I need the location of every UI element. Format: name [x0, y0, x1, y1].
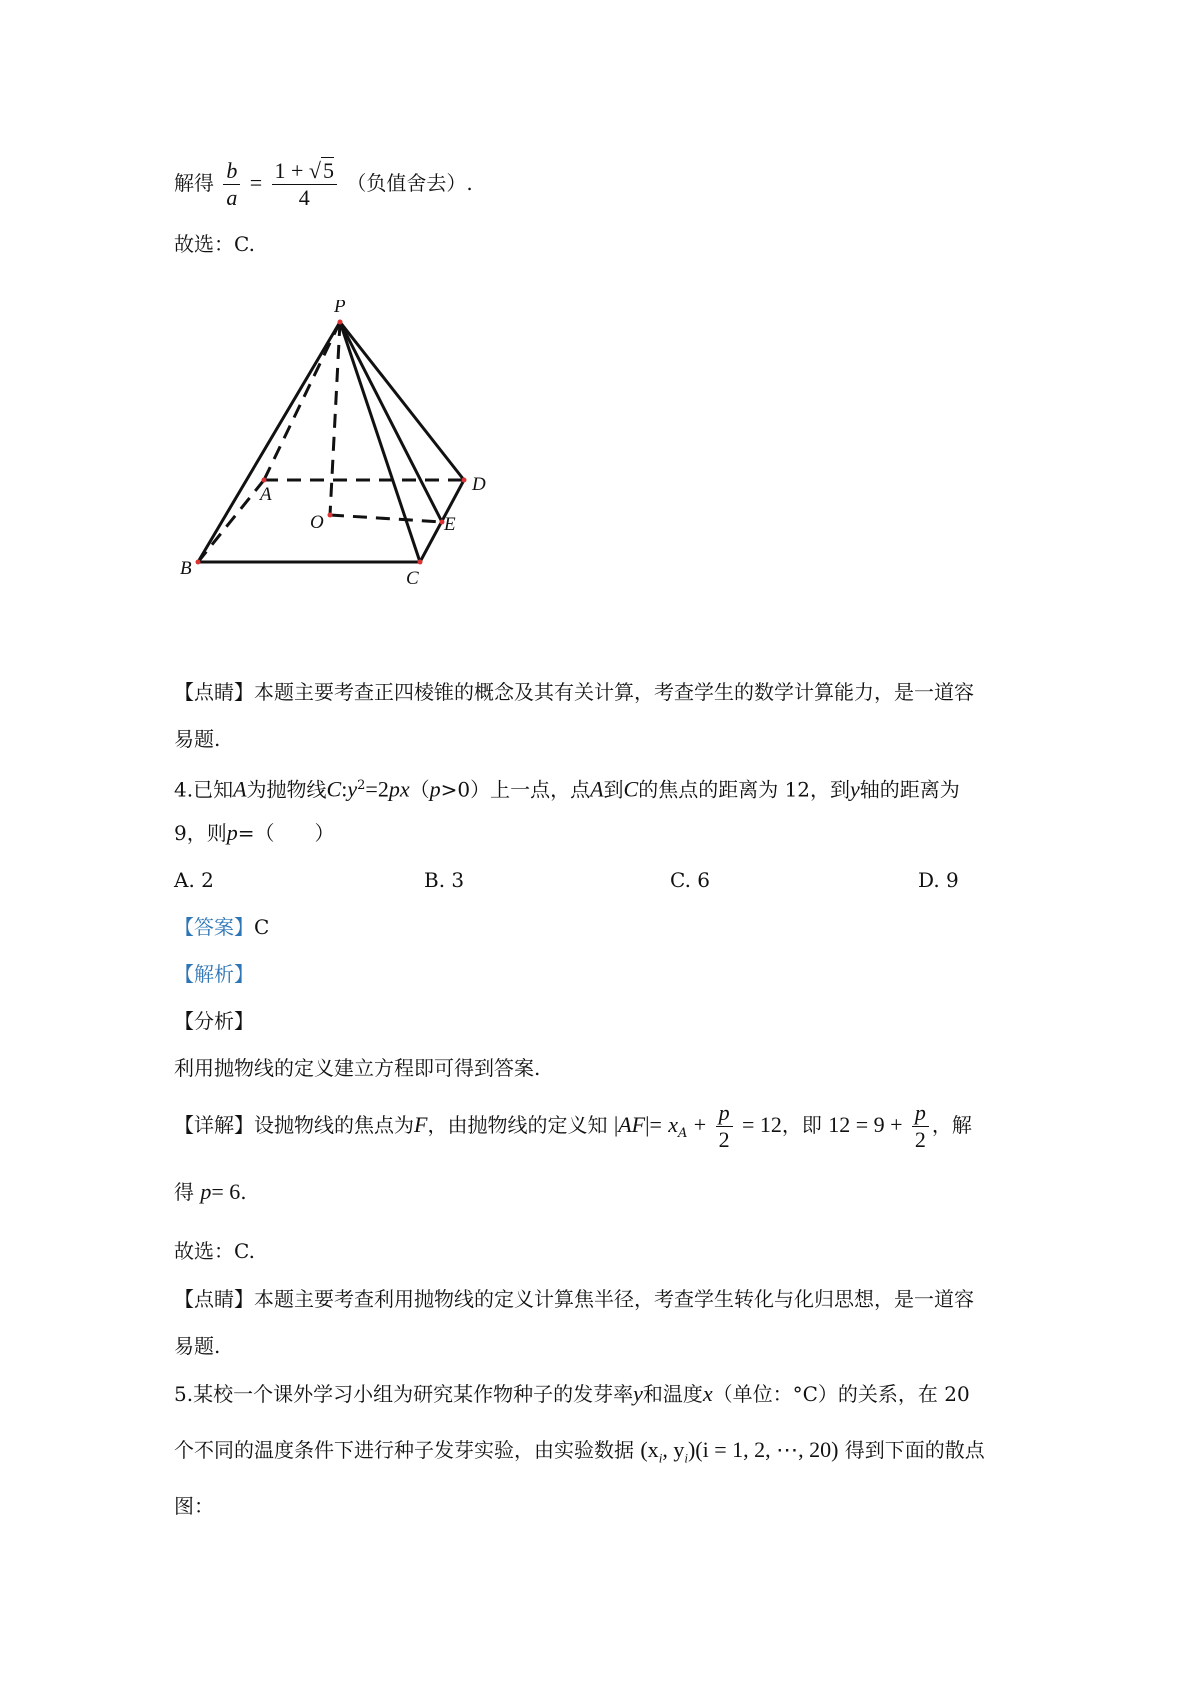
- plus-sign: +: [693, 1112, 707, 1137]
- comment-1-line-2: 易题.: [174, 727, 221, 751]
- comment-2-line-2: 易题.: [174, 1334, 221, 1358]
- solve-line: [174, 158, 473, 211]
- result-numerator: [272, 158, 338, 185]
- frac-numerator: b: [223, 158, 240, 185]
- detail-var-AF: AF: [618, 1112, 646, 1137]
- num-one: 1: [274, 158, 286, 183]
- vertex-O: [328, 513, 333, 518]
- label-E: E: [444, 514, 456, 535]
- fraction-result: [272, 158, 338, 211]
- q4-text: 9，则: [174, 821, 227, 845]
- option-b: B. 3: [424, 868, 465, 892]
- comment-tag: 【点睛】: [174, 680, 254, 704]
- answer-value: C: [254, 915, 270, 939]
- comment-text: 本题主要考查正四棱锥的概念及其有关计算，考查学生的数学计算能力，是一道容: [254, 680, 974, 704]
- question-5-line-3: 图：: [174, 1494, 214, 1518]
- question-4-line-1: [174, 772, 960, 804]
- vertex-A: [262, 478, 267, 483]
- detail-text: 设抛物线的焦点为: [254, 1113, 414, 1137]
- detail-line-1: [174, 1100, 972, 1153]
- solve-prefix: 解得: [174, 171, 214, 195]
- edge-AB-dashed: [198, 480, 264, 562]
- label-B: B: [180, 558, 192, 579]
- q5-text: （单位：°C）的关系，在 20: [712, 1382, 970, 1406]
- q4-var-y: y: [347, 776, 358, 802]
- expr-part: (x: [640, 1437, 659, 1462]
- fenxi-text: 利用抛物线的定义建立方程即可得到答案.: [174, 1056, 541, 1080]
- edge-PC: [340, 322, 420, 562]
- sqrt-value: 5: [323, 158, 334, 183]
- q4-var-C: C: [326, 776, 342, 802]
- comment-text: 本题主要考查利用抛物线的定义计算焦半径，考查学生转化与化归思想，是一道容: [254, 1287, 974, 1311]
- choice-line-2: 故选：C.: [174, 1239, 255, 1263]
- option-c: C. 6: [670, 868, 711, 892]
- q4-eq: =2: [365, 776, 389, 802]
- pyramid-figure: [180, 300, 540, 600]
- detail-var-p: p: [200, 1179, 212, 1204]
- q4-text: 到: [603, 777, 624, 802]
- eq-left: 12 = 9 +: [828, 1112, 903, 1137]
- q4-text: >0）上一点，点: [440, 777, 591, 802]
- q4-colon: :: [341, 776, 348, 802]
- answer-tag: 【答案】: [174, 915, 254, 939]
- q4-var-x: x: [399, 776, 410, 802]
- frac-denominator: 2: [914, 1127, 926, 1152]
- q4-var-A: A: [233, 776, 247, 802]
- q5-text: 个不同的温度条件下进行种子发芽实验，由实验数据: [174, 1438, 634, 1462]
- comment-tag: 【点睛】: [174, 1287, 254, 1311]
- question-5-line-1: [174, 1380, 970, 1408]
- expr-range: )(i = 1, 2, ⋯, 20): [687, 1437, 839, 1462]
- sub-i: i: [684, 1450, 688, 1466]
- detail-var-F: F: [414, 1112, 428, 1137]
- q5-var-y: y: [633, 1381, 643, 1406]
- detail-sub-A: A: [678, 1126, 688, 1141]
- edge-PD: [340, 322, 464, 480]
- option-d: D. 9: [918, 868, 959, 892]
- option-a: A. 2: [174, 868, 214, 892]
- sub-i: i: [658, 1450, 663, 1466]
- question-5-line-2: [174, 1436, 985, 1472]
- q5-text: 5.某校一个课外学习小组为研究某作物种子的发芽率: [174, 1382, 634, 1406]
- q4-text: 为抛物线: [246, 777, 327, 802]
- choice-line-1: 故选：C.: [174, 232, 255, 256]
- frac-denominator: 2: [718, 1127, 730, 1152]
- frac-denominator: a: [226, 185, 238, 210]
- q4-text: 轴的距离为: [859, 777, 960, 802]
- q4-var-p: p: [429, 776, 441, 802]
- detail-text: ，解: [931, 1113, 972, 1137]
- label-C: C: [406, 568, 419, 589]
- q5-text: 和温度: [642, 1382, 703, 1406]
- q4-var-p: p: [388, 776, 400, 802]
- comment-2-line-1: [174, 1285, 974, 1313]
- frac-numerator: p: [912, 1100, 929, 1127]
- label-A: A: [260, 484, 272, 505]
- q4-var-C: C: [623, 776, 639, 802]
- comment-1-line-1: [174, 678, 974, 706]
- q4-paren: （: [409, 777, 430, 802]
- expr-part: , y: [662, 1437, 685, 1462]
- q4-text: 4.已知: [174, 777, 234, 802]
- answer-line: [174, 913, 269, 941]
- q5-text: 得到下面的散点: [844, 1438, 985, 1462]
- detail-text: 得: [174, 1180, 194, 1204]
- data-expression: [640, 1437, 839, 1466]
- num-plus: +: [291, 158, 304, 183]
- label-D: D: [472, 474, 486, 495]
- detail-text: ，即: [781, 1113, 822, 1137]
- sqrt-symbol: √: [308, 158, 321, 183]
- q4-var-y: y: [850, 776, 860, 802]
- q4-var-A: A: [590, 776, 604, 802]
- fraction-b-over-a: [223, 158, 240, 211]
- edge-PA-dashed: [264, 322, 340, 480]
- frac-numerator: p: [716, 1100, 733, 1127]
- detail-line-2: [174, 1178, 247, 1206]
- q4-text: 的焦点的距离为 12，到: [638, 777, 851, 802]
- abs-bar: |: [613, 1112, 619, 1137]
- edge-PE: [340, 322, 442, 522]
- q5-var-x: x: [702, 1381, 713, 1406]
- edge-OE-dashed: [330, 515, 442, 522]
- abs-eq: |=: [645, 1112, 662, 1137]
- analysis-tag: 【解析】: [174, 962, 254, 986]
- vertex-B: [196, 560, 201, 565]
- q4-var-p: p: [226, 820, 238, 845]
- question-4-line-2: [174, 819, 335, 847]
- eq-6: = 6: [211, 1179, 241, 1204]
- vertex-D: [462, 478, 467, 483]
- edge-PO-dashed: [330, 322, 340, 515]
- result-denominator: 4: [298, 185, 310, 210]
- vertex-P: [338, 320, 343, 325]
- detail-text: ，由抛物线的定义知: [427, 1113, 608, 1137]
- vertex-C: [418, 560, 423, 565]
- q4-exponent: 2: [357, 778, 366, 793]
- fraction-p-over-2: [716, 1100, 733, 1153]
- period: .: [240, 1180, 247, 1204]
- equals-sign: =: [249, 170, 263, 195]
- q4-text: =（ ）: [237, 821, 335, 845]
- detail-tag: 【详解】: [174, 1113, 254, 1137]
- eq-12: = 12: [741, 1112, 782, 1137]
- fraction-p-over-2-b: [912, 1100, 929, 1153]
- label-P: P: [334, 300, 346, 317]
- negative-note: （负值舍去）.: [346, 171, 473, 195]
- fenxi-tag: 【分析】: [174, 1009, 254, 1033]
- detail-var-x: x: [668, 1112, 679, 1137]
- label-O: O: [310, 512, 324, 533]
